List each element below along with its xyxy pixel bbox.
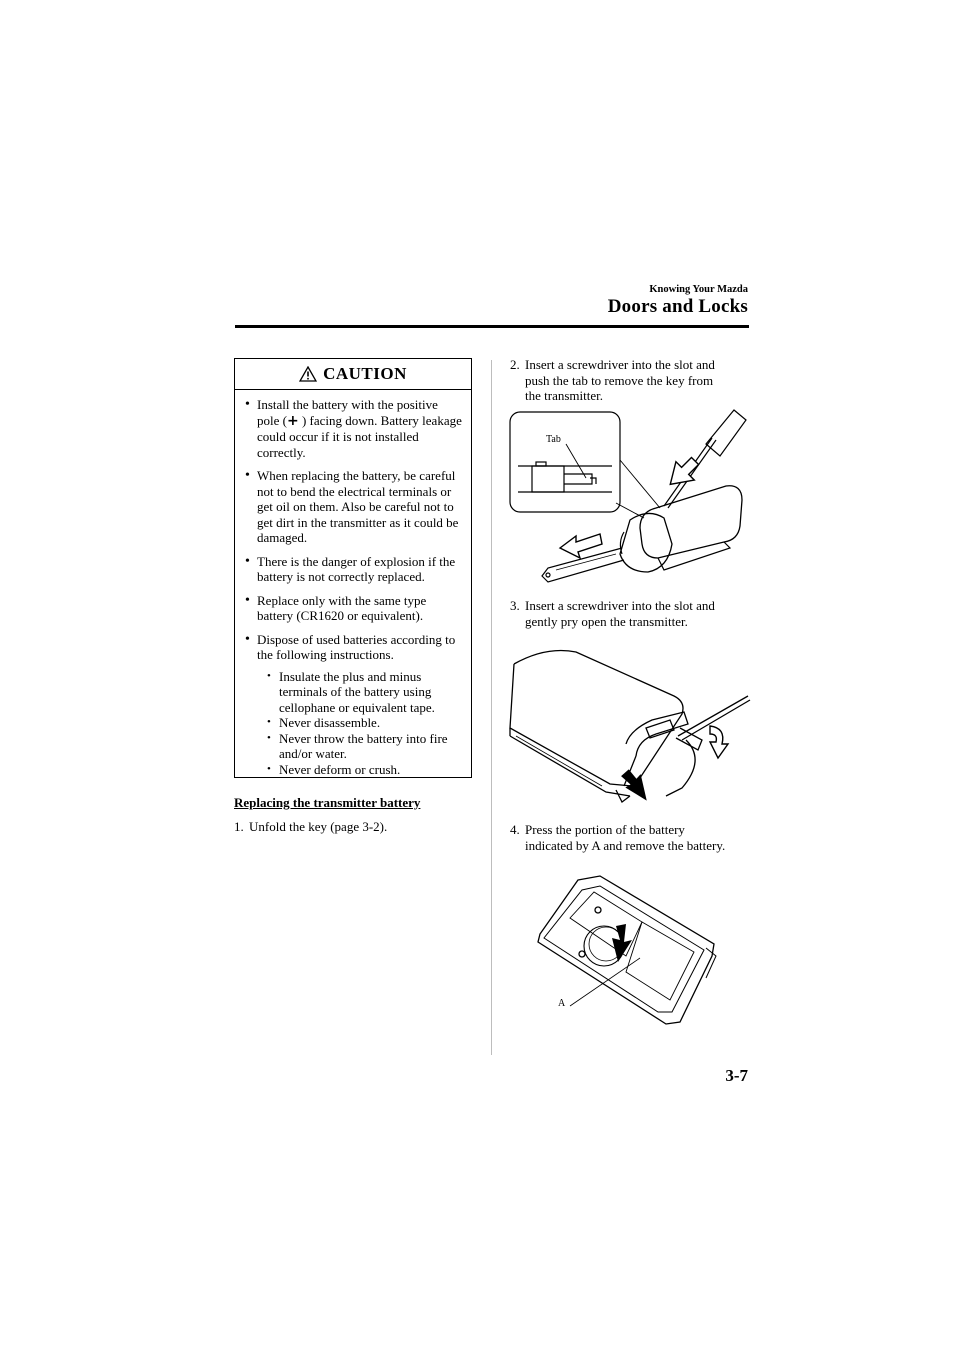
caution-item: • There is the danger of explosion if the battery is not correctly replaced.	[245, 554, 463, 585]
step-number: 3.	[510, 598, 520, 613]
figure-remove-battery	[530, 872, 726, 1028]
disposal-item: • Never disassemble.	[267, 715, 463, 731]
figure-pry-open	[506, 640, 752, 808]
tab-label: Tab	[546, 434, 561, 445]
step-text: the transmitter.	[525, 388, 603, 403]
step-text: gently pry open the transmitter.	[525, 613, 688, 629]
page-number: 3-7	[725, 1066, 748, 1085]
step-text: Insert a screwdriver into the slot and	[525, 357, 715, 372]
inset-detail-box	[510, 412, 620, 512]
disposal-item: • Insulate the plus and minus terminals of the battery using cellophane or equivalent tape.	[267, 669, 463, 716]
section-small-title: Knowing Your Mazda	[649, 284, 748, 295]
step-3	[510, 598, 750, 629]
step-text: Insert a screwdriver into the slot and	[525, 598, 715, 613]
column-divider	[491, 360, 492, 1055]
figure-key-removal	[508, 408, 752, 590]
caution-title: CAUTION	[323, 364, 407, 383]
disposal-item: • Never deform or crush.	[267, 762, 463, 778]
pull-arrow-icon	[560, 534, 602, 558]
rotate-arrow-icon	[710, 726, 728, 758]
caution-item-text: Install the battery with the positive pole (	[257, 397, 438, 428]
step-text: Press the portion of the battery	[525, 822, 685, 837]
step-number: 2.	[510, 357, 520, 372]
disposal-instructions	[257, 669, 463, 778]
caution-item: • When replacing the battery, be careful not to bend the electrical terminals or get oil on them. Also be careful not to get dirt in the transmitter as it could be damaged.	[245, 468, 463, 546]
caution-list	[235, 390, 471, 777]
a-label: A	[558, 998, 566, 1009]
plus-icon: +	[286, 412, 299, 429]
step-1	[234, 819, 387, 835]
step-text: push the tab to remove the key from	[525, 372, 714, 388]
caution-item: • Replace only with the same type battery (CR1620 or equivalent).	[245, 593, 463, 624]
caution-box	[234, 358, 472, 778]
step-number: 4.	[510, 822, 520, 837]
step-text: indicated by A and remove the battery.	[525, 837, 726, 853]
step-number: 1.	[234, 819, 244, 834]
header-rule	[235, 325, 749, 328]
caution-header	[235, 359, 471, 390]
disposal-item: • Never throw the battery into fire and/or water.	[267, 731, 463, 762]
caution-item	[245, 397, 463, 460]
caution-item	[245, 632, 463, 778]
step-2	[510, 357, 750, 404]
step-text: Unfold the key (page 3-2).	[249, 819, 388, 834]
section-title: Doors and Locks	[607, 296, 748, 317]
procedure-heading: Replacing the transmitter battery	[234, 795, 421, 810]
warning-triangle-icon	[299, 366, 317, 382]
caution-item-text: Dispose of used batteries according to the following instructions.	[257, 631, 456, 662]
step-4	[510, 822, 750, 853]
caution-item-text: ) facing down. Battery leakage could occur if it is not installed correctly.	[257, 412, 462, 460]
